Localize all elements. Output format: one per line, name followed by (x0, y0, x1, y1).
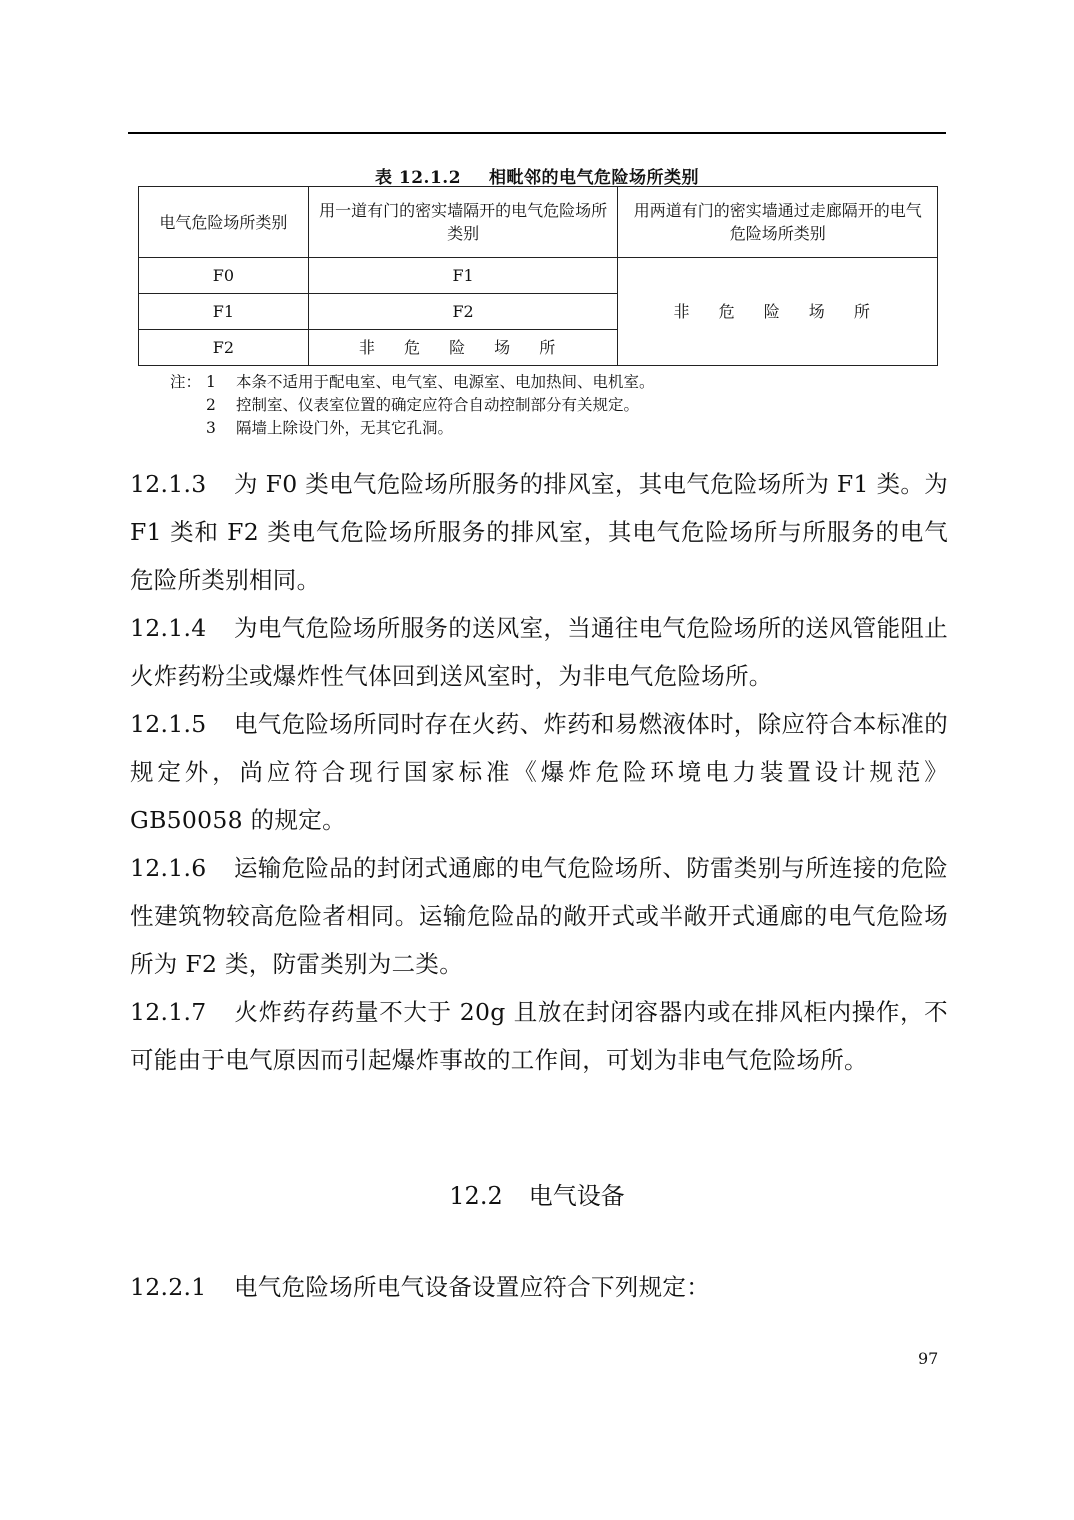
table-cell: F0 (139, 258, 309, 294)
note-number: 2 (206, 396, 216, 414)
clause-paragraph (130, 844, 948, 988)
clause-number: 12.1.7 (130, 998, 207, 1026)
note-number: 1 (206, 373, 216, 391)
table-caption-number: 表 12.1.2 (374, 168, 462, 188)
clause-number: 12.2.1 (130, 1273, 207, 1301)
clause-text: 电气危险场所电气设备设置应符合下列规定： (234, 1273, 710, 1301)
clause-number: 12.1.3 (130, 470, 207, 498)
page-number: 97 (918, 1349, 939, 1368)
header-rule (128, 132, 946, 134)
note-item (170, 394, 655, 417)
table-caption-title: 相毗邻的电气危险场所类别 (489, 168, 700, 188)
note-number: 3 (206, 419, 216, 437)
clause-paragraph (130, 604, 948, 700)
note-item (170, 417, 655, 440)
table-header-cell: 用两道有门的密实墙通过走廊隔开的电气危险场所类别 (618, 187, 938, 258)
clause-text: 火炸药存药量不大于 20g 且放在封闭容器内或在排风柜内操作，不可能由于电气原因而引起爆炸事故的工作间，可划为非电气危险场所。 (130, 998, 948, 1074)
clause-number: 12.1.4 (130, 614, 207, 642)
hazard-zone-table (138, 186, 938, 366)
section-title: 电气设备 (528, 1182, 625, 1210)
note-text: 隔墙上除设门外，无其它孔洞。 (236, 419, 454, 437)
table-cell: F2 (139, 330, 309, 366)
table-notes (170, 371, 655, 440)
table-header-row (139, 187, 938, 258)
note-item (170, 371, 655, 394)
table-merged-cell: 非 危 险 场 所 (618, 258, 938, 366)
clause-number: 12.1.6 (130, 854, 207, 882)
section-heading (128, 1176, 946, 1211)
table-row (139, 258, 938, 294)
table-cell: F2 (308, 294, 618, 330)
table-caption (128, 163, 946, 188)
table-cell: F1 (139, 294, 309, 330)
note-text: 控制室、仪表室位置的确定应符合自动控制部分有关规定。 (236, 396, 640, 414)
clause-list (130, 460, 948, 1084)
clause-text: 电气危险场所同时存在火药、炸药和易燃液体时，除应符合本标准的规定外，尚应符合现行国家标准《爆炸危险环境电力装置设计规范》GB50058 的规定。 (130, 710, 948, 834)
section-number: 12.2 (449, 1182, 503, 1210)
clause-text: 为 F0 类电气危险场所服务的排风室，其电气危险场所为 F1 类。为 F1 类和 F2 类电气危险场所服务的排风室，其电气危险场所与所服务的电气危险所类别相同。 (130, 470, 948, 594)
table-cell: 非 危 险 场 所 (308, 330, 618, 366)
clause-paragraph (130, 460, 948, 604)
clause-text: 运输危险品的封闭式通廊的电气危险场所、防雷类别与所连接的危险性建筑物较高危险者相同。运输危险品的敞开式或半敞开式通廊的电气危险场所为 F2 类，防雷类别为二类。 (130, 854, 948, 978)
table-header-cell: 用一道有门的密实墙隔开的电气危险场所类别 (308, 187, 618, 258)
clause-number: 12.1.5 (130, 710, 207, 738)
clause-paragraph (130, 988, 948, 1084)
note-prefix: 注： (170, 373, 202, 391)
note-text: 本条不适用于配电室、电气室、电源室、电加热间、电机室。 (236, 373, 655, 391)
clause-paragraph (130, 700, 948, 844)
table-cell: F1 (308, 258, 618, 294)
clause-paragraph (130, 1268, 710, 1302)
clause-text: 为电气危险场所服务的送风室，当通往电气危险场所的送风管能阻止火炸药粉尘或爆炸性气体回到送风室时，为非电气危险场所。 (130, 614, 948, 690)
table-header-cell: 电气危险场所类别 (139, 187, 309, 258)
